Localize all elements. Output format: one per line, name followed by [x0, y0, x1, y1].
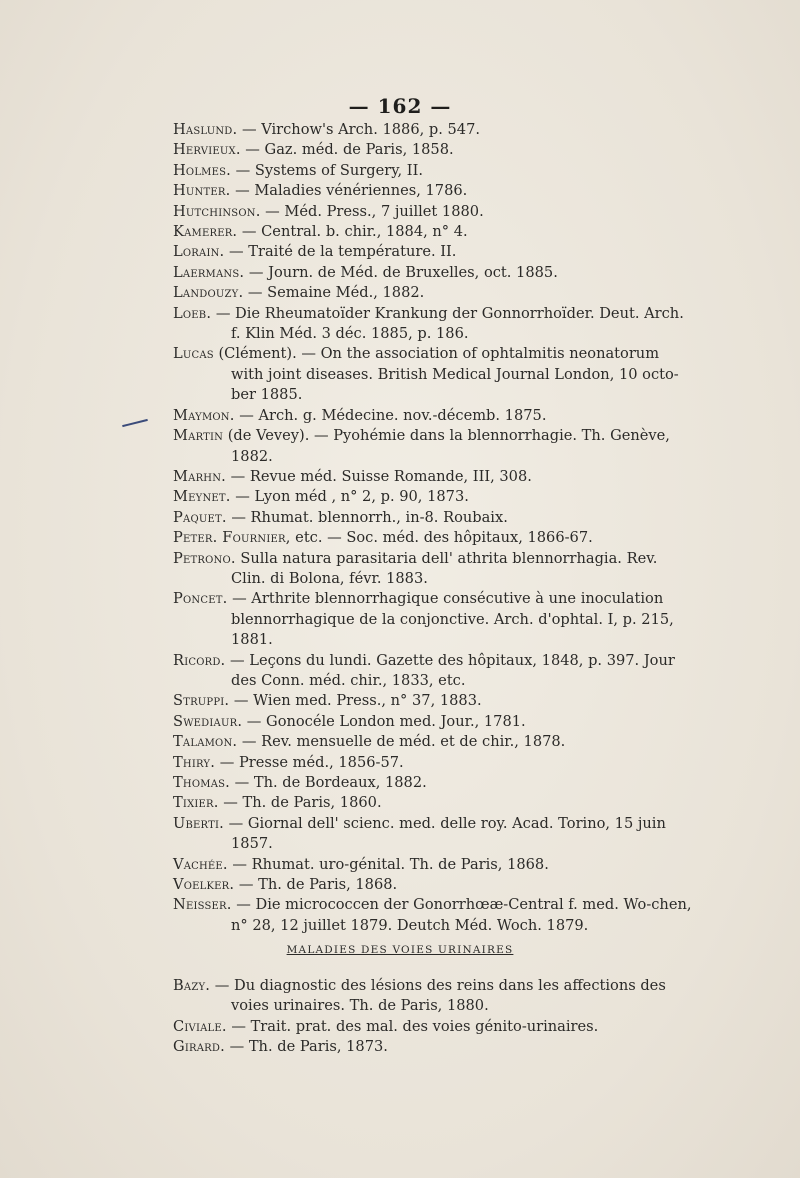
bibliography-entry [173, 976, 693, 1017]
bibliography-entry [173, 691, 693, 711]
bibliography-entry [173, 140, 693, 160]
bibliography-entry [173, 712, 693, 732]
entry-author: Holmes. [173, 161, 231, 179]
entry-author: Kamerer. [173, 223, 238, 241]
bibliography-entry [173, 814, 693, 855]
bibliography-entry [173, 222, 693, 242]
bibliography-entry [173, 875, 693, 895]
entry-text: — Arch. g. Médecine. nov.-décemb. 1875. [234, 406, 547, 424]
bibliography-entry [173, 344, 693, 405]
bibliography-list-urinary [173, 976, 693, 1058]
entry-author: Marhn. [173, 467, 227, 485]
entry-text: — Central. b. chir., 1884, n° 4. [237, 223, 468, 241]
entry-author: Maymon. [173, 406, 235, 424]
entry-text: (Clément). — On the association of ophtalmitis neonatorum with joint diseases. British Medical Journal London, 10 octo-ber 1885. [213, 345, 679, 404]
entry-text: — Maladies vénériennes, 1786. [230, 182, 468, 200]
entry-text: etc. — Soc. méd. des hôpitaux, 1866-67. [290, 529, 593, 547]
entry-text: — Rev. mensuelle de méd. et de chir., 1878. [237, 733, 566, 751]
entry-author: Neisser. [173, 896, 232, 914]
entry-author: Ricord. [173, 651, 226, 669]
entry-text: — Th. de Bordeaux, 1882. [230, 774, 427, 791]
entry-author: Meynet. [173, 488, 231, 506]
entry-author: Thomas. [173, 774, 231, 791]
entry-author: Tixier. [173, 794, 219, 812]
entry-text: — Méd. Press., 7 juillet 1880. [260, 202, 484, 220]
entry-text: — Leçons du lundi. Gazette des hôpitaux, 1848, p. 397. Jour des Conn. méd. chir., 1833, etc. [225, 651, 675, 689]
entry-author: Talamon. [173, 733, 238, 751]
bibliography-entry [173, 549, 693, 590]
entry-text: — Gonocéle London med. Jour., 1781. [242, 712, 526, 730]
entry-author: Hervieux. [173, 141, 241, 159]
entry-author: Haslund. [173, 121, 238, 138]
bibliography-entry [173, 120, 693, 140]
bibliography-entry [173, 732, 693, 752]
entry-author: Hutchinson. [173, 202, 261, 220]
entry-author: Poncet. [173, 590, 228, 608]
entry-author: Thiry. [173, 753, 216, 771]
entry-text: — Wien med. Press., n° 37, 1883. [229, 692, 482, 710]
entry-text: — Die micrococcen der Gonorrhœæ-Central f. med. Wo-chen, n° 28, 12 juillet 1879. Deutch Méd. Woch. 1879. [231, 896, 692, 934]
entry-text: — Systems of Surgery, II. [231, 161, 423, 179]
entry-text: Sulla natura parasitaria dell' athrita blennorrhagia. Rev. Clin. di Bolona, févr. 1883. [231, 549, 658, 587]
bibliography-entry [173, 161, 693, 181]
entry-author: Loeb. [173, 304, 212, 322]
entry-author: Lucas [173, 345, 214, 363]
entry-text: — Semaine Méd., 1882. [243, 284, 425, 302]
entry-author: Petrono. [173, 549, 236, 567]
entry-author: Peter. Fournier, [173, 529, 291, 547]
bibliography-entry [173, 855, 693, 875]
entry-author: Bazy. [173, 977, 211, 994]
bibliography-entry [173, 589, 693, 650]
entry-author: Voelker. [173, 876, 235, 894]
entry-author: Uberti. [173, 814, 224, 832]
bibliography-entry [173, 304, 693, 345]
bibliography-entry [173, 753, 693, 773]
bibliography-entry [173, 283, 693, 303]
bibliography-entry [173, 773, 693, 793]
entry-author: Struppi. [173, 692, 230, 710]
entry-text: — Th. de Paris, 1868. [234, 876, 398, 894]
bibliography-entry [173, 651, 693, 692]
entry-author: Paquet. [173, 508, 227, 526]
entry-author: Laermans. [173, 263, 245, 281]
entry-author: Landouzy. [173, 284, 244, 302]
entry-text: — Gaz. méd. de Paris, 1858. [240, 141, 454, 159]
bibliography-entry [173, 242, 693, 262]
bibliography-entry [173, 528, 693, 548]
entry-author: Vachée. [173, 855, 228, 873]
entry-text: — Th. de Paris, 1860. [218, 794, 382, 812]
bibliography-entry [173, 406, 693, 426]
bibliography-entry [173, 793, 693, 813]
entry-author: Girard. [173, 1038, 225, 1056]
entry-text: — Th. de Paris, 1873. [224, 1038, 388, 1056]
entry-author: Lorain. [173, 243, 225, 261]
bibliography-entry [173, 426, 693, 467]
entry-author: Civiale. [173, 1017, 227, 1035]
entry-text: — Journ. de Méd. de Bruxelles, oct. 1885. [244, 263, 558, 281]
bibliography-entry [173, 181, 693, 201]
entry-author: Swediaur. [173, 712, 243, 730]
entry-text: — Lyon méd , n° 2, p. 90, 1873. [230, 488, 469, 506]
entry-text: — Rhumat. uro-génital. Th. de Paris, 1868. [227, 855, 549, 873]
bibliography-entry [173, 1037, 693, 1057]
entry-text: (de Vevey). — Pyohémie dans la blennorrhagie. Th. Genève, 1882. [223, 427, 670, 465]
entry-author: Hunter. [173, 182, 231, 200]
entry-text: — Revue méd. Suisse Romande, III, 308. [226, 467, 532, 485]
bibliography-entry [173, 487, 693, 507]
entry-text: — Trait. prat. des mal. des voies génito-urinaires. [226, 1017, 599, 1035]
bibliography-entry [173, 895, 693, 936]
margin-pen-mark [122, 419, 148, 427]
section-heading: MALADIES DES VOIES URINAIRES [286, 944, 514, 956]
entry-text: — Traité de la température. II. [224, 243, 457, 261]
page-number: — 162 — [348, 94, 452, 118]
entry-text: — Rhumat. blennorrh., in-8. Roubaix. [226, 508, 508, 526]
entry-text: — Giornal dell' scienc. med. delle roy. Acad. Torino, 15 juin 1857. [223, 814, 666, 853]
bibliography-entry [173, 1017, 693, 1037]
entry-text: — Die Rheumatoïder Krankung der Gonnorrhoïder. Deut. Arch. f. Klin Méd. 3 déc. 1885, p. 186. [211, 304, 684, 343]
entry-text: — Presse méd., 1856-57. [215, 753, 404, 771]
entry-text: — Du diagnostic des lésions des reins dans les affections des voies urinaires. Th. de Paris, 1880. [210, 977, 666, 1015]
bibliography-entry [173, 263, 693, 283]
bibliography-entry [173, 202, 693, 222]
bibliography-entry [173, 508, 693, 528]
bibliography-entry [173, 467, 693, 487]
entry-text: — Virchow's Arch. 1886, p. 547. [237, 121, 481, 138]
bibliography-list [173, 120, 693, 936]
entry-author: Martin [173, 427, 224, 445]
entry-text: — Arthrite blennorrhagique consécutive à une inoculation blennorrhagique de la conjonctive. Arch. d'ophtal. I, p. 215, 1881. [227, 590, 674, 649]
